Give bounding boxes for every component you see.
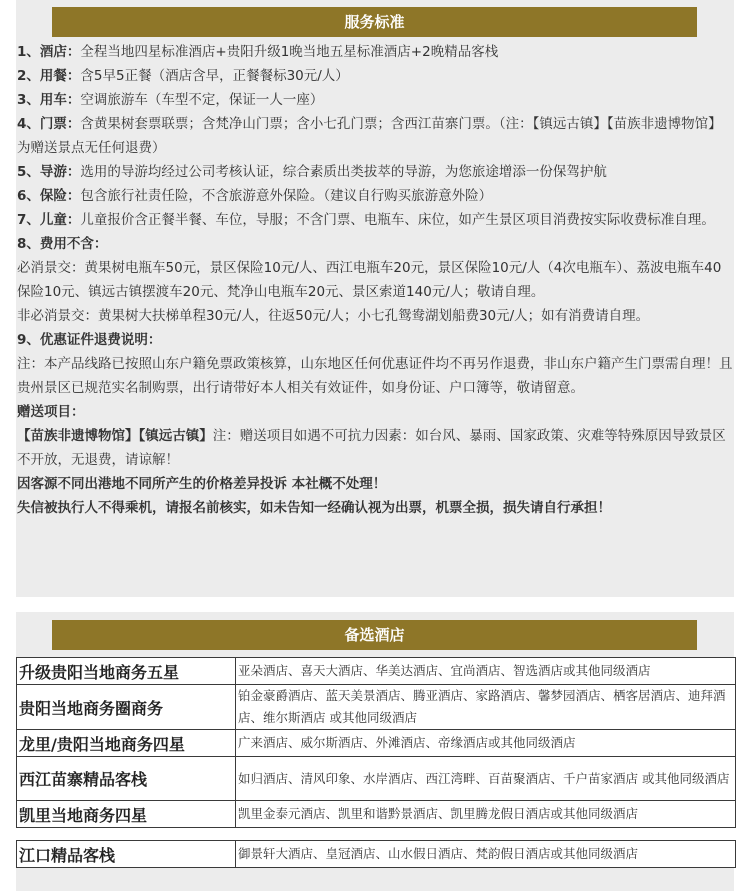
- hotels-title-banner: 备选酒店: [52, 620, 697, 650]
- notice-credit: 失信被执行人不得乘机，请报名前核实，如未告知一经确认视为出票，机票全损，损失请自行承担！: [17, 500, 611, 516]
- hotel-list: 广来酒店、威尔斯酒店、外滩酒店、帝缘酒店或其他同级酒店: [236, 730, 736, 757]
- hotel-category: 凯里当地商务四星: [17, 801, 236, 828]
- service-title-banner: 服务标准: [52, 7, 697, 37]
- item-key: 1、酒店：: [17, 44, 81, 60]
- hotel-category: 贵阳当地商务圈商务: [17, 685, 236, 730]
- gift-title: 赠送项目：: [17, 404, 85, 420]
- hotel-list: 铂金豪爵酒店、蓝天美景酒店、腾亚酒店、家路酒店、馨梦园酒店、栖客居酒店、迪拜酒店、维尔斯酒店 或其他同级酒店: [236, 685, 736, 730]
- item-guide: [17, 160, 733, 184]
- notice-price: 因客源不同出港地不同所产生的价格差异投诉 本社概不处理！: [17, 476, 387, 492]
- item-hotel: [17, 40, 733, 64]
- hotel-list: 如归酒店、清风印象、水岸酒店、西江湾畔、百苗聚酒店、千户苗家酒店 或其他同级酒店: [236, 757, 736, 801]
- table-row: [17, 658, 736, 685]
- refund-title: 9、优惠证件退费说明：: [17, 332, 162, 348]
- table-row: [17, 841, 736, 868]
- fees-required: 必消景交：黄果树电瓶车50元，景区保险10元/人、西江电瓶车20元，景区保险10元/人（4次电瓶车）、荔波电瓶车40保险10元、镇远古镇摆渡车20元、梵净山电瓶车20元、景区索道140元/人；敬请自理。: [17, 260, 722, 300]
- hotel-list: 亚朵酒店、喜天大酒店、华美达酒店、宜尚酒店、智选酒店或其他同级酒店: [236, 658, 736, 685]
- hotel-list: 御景轩大酒店、皇冠酒店、山水假日酒店、梵韵假日酒店或其他同级酒店: [236, 841, 736, 868]
- item-key: 7、儿童：: [17, 212, 81, 228]
- item-text: 包含旅行社责任险，不含旅游意外保险。（建议自行购买旅游意外险）: [80, 188, 493, 204]
- hotel-category: 江口精品客栈: [17, 841, 236, 868]
- item-children: [17, 208, 733, 232]
- table-spacer: [17, 828, 736, 841]
- gift-note: 注：赠送项目如遇不可抗力因素：如台风、暴雨、国家政策、灾难等特殊原因导致景区不开放，无退费，请谅解！: [17, 428, 726, 468]
- gift-text: [17, 424, 733, 472]
- item-text: 含黄果树套票联票；含梵净山门票；含小七孔门票；含西江苗寨门票。（注：【镇远古镇】【苗族非遗博物馆】为赠送景点无任何退费）: [17, 116, 722, 156]
- table-row: [17, 685, 736, 730]
- item-key: 5、导游：: [17, 164, 81, 180]
- hotel-list: 凯里金泰元酒店、凯里和谐黔景酒店、凯里腾龙假日酒店或其他同级酒店: [236, 801, 736, 828]
- refund-text: 注：本产品线路已按照山东户籍免票政策核算，山东地区任何优惠证件均不再另作退费，非山东户籍产生门票需自理！且贵州景区已规范实名制购票，出行请带好本人相关有效证件，如身份证、户口簿等，敬请留意。: [17, 356, 733, 396]
- item-text: 含5早5正餐（酒店含早，正餐餐标30元/人）: [80, 68, 349, 84]
- item-text: 儿童报价含正餐半餐、车位，导服；不含门票、电瓶车、床位，如产生景区项目消费按实际收费标准自理。: [80, 212, 715, 228]
- service-content: [17, 40, 733, 520]
- item-key: 2、用餐：: [17, 68, 81, 84]
- table-row: [17, 801, 736, 828]
- hotel-category: 升级贵阳当地商务五星: [17, 658, 236, 685]
- item-ticket: [17, 112, 733, 160]
- item-text: 选用的导游均经过公司考核认证，综合素质出类拔萃的导游，为您旅途增添一份保驾护航: [80, 164, 607, 180]
- hotel-category: 龙里/贵阳当地商务四星: [17, 730, 236, 757]
- spacer-cell: [17, 828, 736, 841]
- gift-bold: 【苗族非遗博物馆】【镇远古镇】: [17, 428, 213, 444]
- item-meal: [17, 64, 733, 88]
- fees-title: 8、费用不含：: [17, 236, 108, 252]
- item-text: 全程当地四星标准酒店+贵阳升级1晚当地五星标准酒店+2晚精品客栈: [80, 44, 499, 60]
- hotel-category: 西江苗寨精品客栈: [17, 757, 236, 801]
- item-text: 空调旅游车（车型不定，保证一人一座）: [80, 92, 324, 108]
- item-car: [17, 88, 733, 112]
- item-key: 6、保险：: [17, 188, 81, 204]
- item-key: 4、门票：: [17, 116, 81, 132]
- item-insurance: [17, 184, 733, 208]
- fees-optional: 非必消景交：黄果树大扶梯单程30元/人，往返50元/人；小七孔鸳鸯湖划船费30元/人；如有消费请自理。: [17, 308, 650, 324]
- item-key: 3、用车：: [17, 92, 81, 108]
- hotels-table: [16, 657, 736, 868]
- table-row: [17, 730, 736, 757]
- table-row: [17, 757, 736, 801]
